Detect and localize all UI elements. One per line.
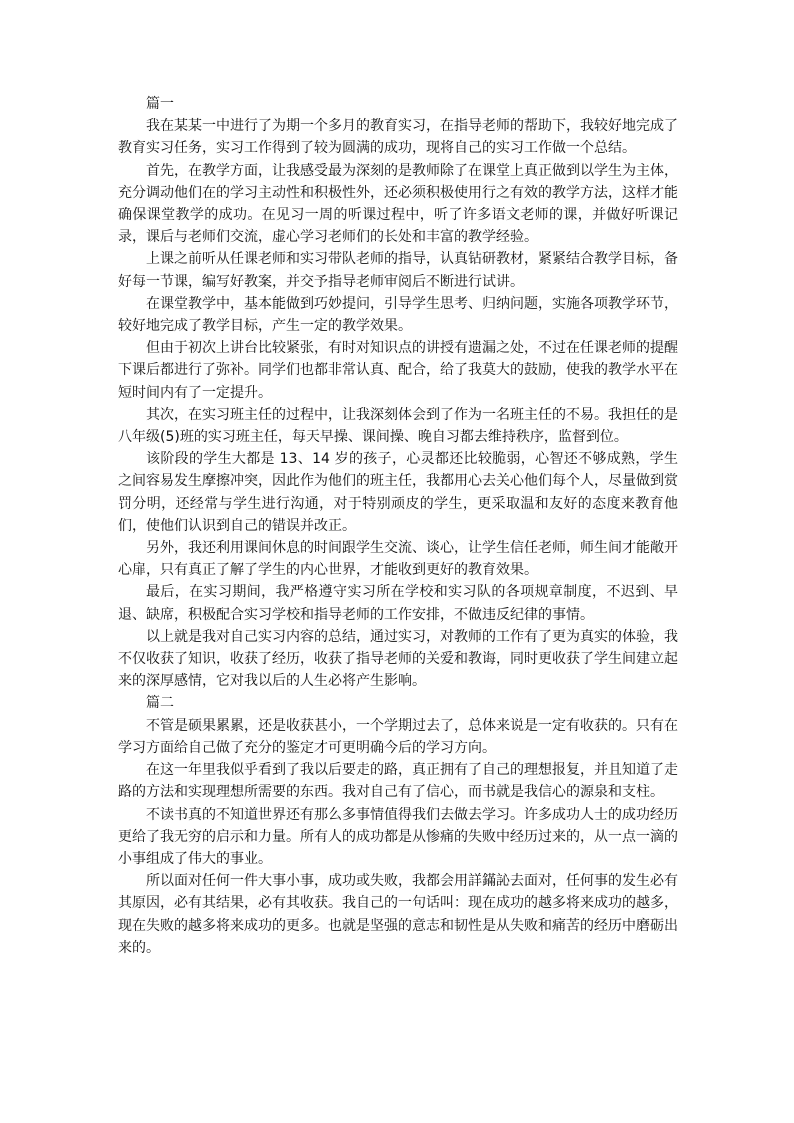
paragraph: 在课堂教学中，基本能做到巧妙提问，引导学生思考、归纳问题，实施各项教学环节，较好地完成了教学目标，产生一定的教学效果。	[118, 295, 678, 335]
paragraph: 最后，在实习期间，我严格遵守实习所在学校和实习队的各项规章制度，不迟到、早退、缺席，积极配合实习学校和指导老师的工作安排，不做违反纪律的事情。	[118, 584, 678, 623]
paragraph: 但由于初次上讲台比较紧张，有时对知识点的讲授有遗漏之处，不过在任课老师的提醒下课后都进行了弥补。同学们也都非常认真、配合，给了我莫大的鼓励，使我的教学水平在短时间内有了一定提升。	[118, 340, 678, 401]
section-1	[118, 93, 678, 692]
paragraph: 另外，我还利用课间休息的时间跟学生交流、谈心，让学生信任老师，师生间才能敞开心扉，只有真正了解了学生的内心世界，才能收到更好的教育效果。	[118, 540, 678, 579]
section-2	[118, 692, 678, 958]
paragraph: 所以面对任何一件大事小事，成功或失败，我都会用詳鏋訫去面对，任何事的发生必有其原因，必有其结果，必有其收获。我自己的一句话叫：现在成功的越多将来成功的越多，现在失败的越多将来成功的更多。也就是坚强的意志和韧性是从失败和痛苦的经历中磨砺出来的。	[118, 873, 678, 956]
paragraph: 该阶段的学生大都是 13、14 岁的孩子，心灵都还比较脆弱，心智还不够成熟，学生之间容易发生摩擦冲突，因此作为他们的班主任，我都用心去关心他们每个人，尽量做到赏罚分明，还经常与学生进行沟通，对于特别顽皮的学生，更采取温和友好的态度来教育他们，使他们认识到自己的错误并改正。	[118, 451, 678, 534]
paragraph: 首先，在教学方面，让我感受最为深刻的是教师除了在课堂上真正做到以学生为主体，充分调动他们在的学习主动性和积极性外，还必须积极使用行之有效的教学方法，这样才能确保课堂教学的成功。在见习一周的听课过程中，听了许多语文老师的课，并做好听课记录，课后与老师们交流，虚心学习老师们的长处和丰富的教学经验。	[118, 162, 678, 246]
paragraph: 上课之前听从任课老师和实习带队老师的指导，认真钻研教材，紧紧结合教学目标，备好每一节课，编写好教案，并交予指导老师审阅后不断进行试讲。	[118, 251, 678, 290]
paragraph: 不管是硕果累累，还是收获甚小，一个学期过去了，总体来说是一定有收获的。只有在学习方面给自己做了充分的鉴定才可更明确今后的学习方向。	[118, 717, 678, 756]
paragraph: 其次，在实习班主任的过程中，让我深刻体会到了作为一名班主任的不易。我担任的是八年级(5)班的实习班主任，每天早操、课间操、晚自习都去维持秩序，监督到位。	[118, 406, 678, 446]
paragraph: 在这一年里我似乎看到了我以后要走的路，真正拥有了自己的理想报复，并且知道了走路的方法和实现理想所需要的东西。我对自己有了信心，而书就是我信心的源泉和支柱。	[118, 762, 678, 801]
paragraph: 我在某某一中进行了为期一个多月的教育实习，在指导老师的帮助下，我较好地完成了教育实习任务，实习工作得到了较为圆满的成功，现将自己的实习工作做一个总结。	[118, 118, 678, 157]
paragraph: 不读书真的不知道世界还有那么多事情值得我们去做去学习。许多成功人士的成功经历更给了我无穷的启示和力量。所有人的成功都是从惨痛的失败中经历过来的，从一点一滴的小事组成了伟大的事业。	[118, 806, 678, 867]
section-heading: 篇一	[146, 96, 174, 112]
paragraph: 以上就是我对自己实习内容的总结，通过实习，对教师的工作有了更为真实的体验，我不仅收获了知识，收获了经历，收获了指导老师的关爱和教诲，同时更收获了学生间建立起来的深厚感情，它对我以后的人生必将产生影响。	[118, 628, 678, 690]
document-body	[118, 93, 678, 959]
section-heading: 篇二	[146, 695, 174, 712]
